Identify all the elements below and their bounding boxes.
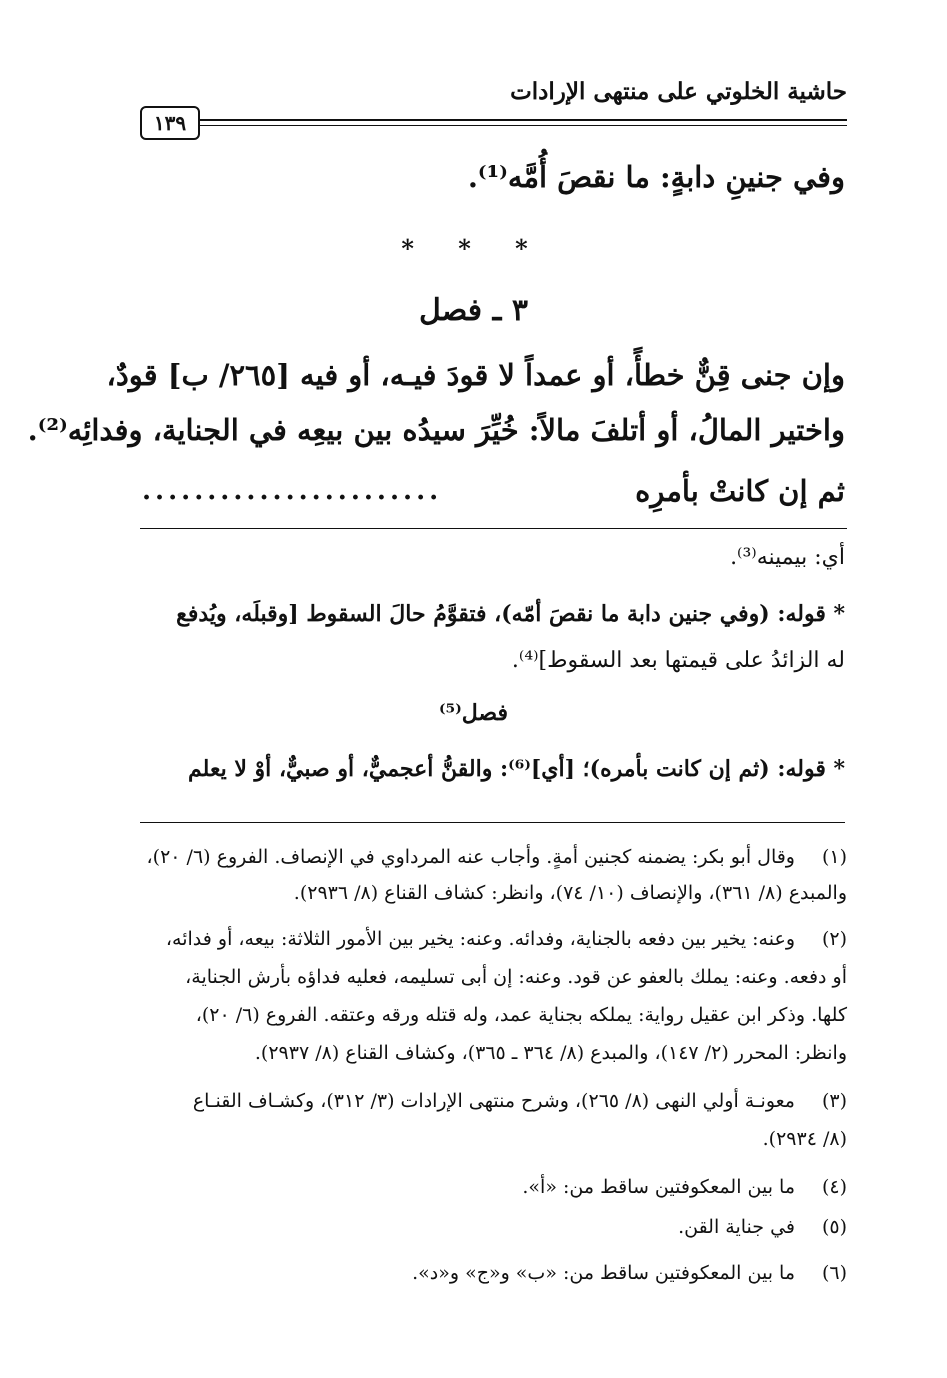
continuation-dots: ....................... (142, 476, 443, 506)
footnote-number: (٣) (821, 1090, 847, 1112)
footnote-line: (٨/ ٢٩٣٤). (762, 1128, 847, 1150)
footnote-line: وعنه: يخير بين دفعه بالجناية، وفدائه. وعنه: يخير بين الأمور الثلاثة: بيعه، أو فدائه، (165, 928, 795, 950)
commentary-line-1: أي: بيمينه⁽³⁾. (730, 545, 845, 570)
header-rule-thin (200, 125, 847, 126)
paragraph-line-3: ثم إن كانتْ بأمرِه (635, 474, 845, 508)
commentary-section-title: فصل⁽⁵⁾ (438, 700, 508, 726)
footnote-number: (٤) (821, 1176, 847, 1198)
footnote-line: أو دفعه. وعنه: يملك بالعفو عن قود. وعنه: إن أبى تسليمه، فعليه فداؤه بأرش الجناية، (185, 966, 847, 988)
footnote-line: في جناية القن. (678, 1216, 795, 1238)
page-number: ١٣٩ (140, 106, 200, 140)
footnote-number: (٢) (821, 928, 847, 950)
commentary-line-3: له الزائدُ على قيمتها بعد السقوط]⁽⁴⁾. (511, 648, 845, 673)
header-rule (200, 119, 847, 121)
section-title: ٣ ـ فصل (419, 293, 528, 328)
separator-stars: * * * (401, 234, 546, 263)
footnote-line: ما بين المعكوفتين ساقط من: «أ». (522, 1176, 795, 1198)
footnote-number: (١) (821, 846, 847, 868)
footnote-number: (٥) (821, 1216, 847, 1238)
running-title: حاشية الخلوتي على منتهى الإرادات (510, 78, 847, 105)
footnote-line: معونـة أولي النهى (٨/ ٢٦٥)، وشرح منتهى الإرادات (٣/ ٣١٢)، وكشـاف القنـاع (192, 1090, 795, 1112)
main-text-rule (140, 528, 847, 529)
footnote-line: كلها. وذكر ابن عقيل رواية: يملكه بجناية عمد، وله قتله ورقه وعتقه. الفروع (٦/ ٢٠)، (195, 1004, 847, 1026)
commentary-line-2: * قوله: (وفي جنين دابة ما نقصَ أمّه)، فتقوَّمُ حالَ السقوط [وقبلَه، ويُدفع (176, 601, 845, 627)
main-line-1: وفي جنينِ دابةٍ: ما نقصَ أُمَّه⁽¹⁾. (467, 160, 845, 194)
commentary-line-4: * قوله: (ثم إن كانت بأمره)؛ [أي]⁽⁶⁾: والقنُّ أعجميٌّ، أو صبيٌّ، أوْ لا يعلم (188, 756, 845, 782)
footnote-rule (140, 822, 845, 823)
footnote-line: والمبدع (٨/ ٣٦١)، والإنصاف (١٠/ ٧٤)، وانظر: كشاف القناع (٨/ ٢٩٣٦). (293, 882, 847, 904)
paragraph-line-2: واختير المالُ، أو أتلفَ مالاً: خُيِّرَ سيدُه بين بيعِه في الجناية، وفدائِه⁽²⁾. (27, 413, 845, 447)
footnote-line: ما بين المعكوفتين ساقط من: «ب» و«ج» و«د». (412, 1262, 795, 1284)
paragraph-line-1: وإن جنى قِنٌّ خطأً، أو عمداً لا قودَ فيـه، أو فيه [٢٦٥/ ب] قودٌ، (106, 358, 845, 392)
footnote-number: (٦) (821, 1262, 847, 1284)
footnote-line: وانظر: المحرر (٢/ ١٤٧)، والمبدع (٨/ ٣٦٤ ـ ٣٦٥)، وكشاف القناع (٨/ ٢٩٣٧). (254, 1042, 847, 1064)
footnote-line: وقال أبو بكر: يضمنه كجنين أمةٍ. وأجاب عنه المرداوي في الإنصاف. الفروع (٦/ ٢٠)، (146, 846, 795, 868)
